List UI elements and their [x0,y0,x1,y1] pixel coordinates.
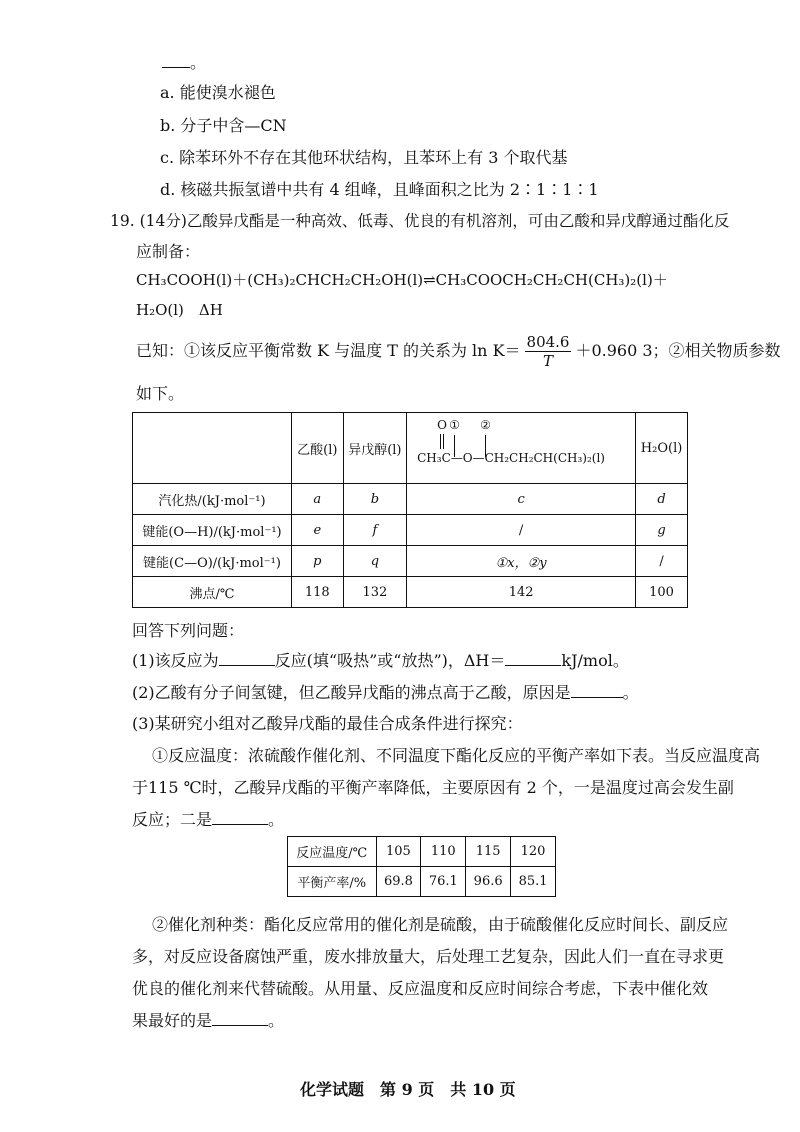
option-d: d. 核磁共振氢谱中共有 4 组峰，且峰面积之比为 2∶1∶1∶1 [160,180,599,199]
fill-blank [162,66,190,68]
table-cell: f [343,515,406,546]
table-cell: 118 [291,577,343,608]
row-label: 键能(O—H)/(kJ·mol⁻¹) [133,515,292,546]
table-cell: a [291,484,343,515]
table-cell: 100 [636,577,688,608]
part1-text-b: 。 [268,810,285,829]
sub2-text-b: 。 [622,683,639,702]
table-cell: 120 [511,837,556,867]
table-cell: 76.1 [421,867,466,897]
table-cell: / [407,515,636,546]
row-label: 反应温度/℃ [288,837,377,867]
table-row [288,837,556,867]
part2-line1: ②催化剂种类：酯化反应常用的催化剂是硫酸，由于硫酸催化反应时间长、副反应 [152,915,729,934]
col-header-ester [407,413,636,484]
table-cell: 105 [376,837,421,867]
table-cell: d [636,484,688,515]
known-conditions-cont: 如下。 [136,384,185,403]
table-cell: p [291,546,343,577]
row-label: 沸点/℃ [133,577,292,608]
table-row [133,546,688,577]
table-cell: 96.6 [466,867,511,897]
table-row [133,515,688,546]
option-b: b. 分子中含—CN [160,116,287,135]
ester-mark-1: ① [449,418,460,432]
fill-blank [212,823,268,825]
option-a: a. 能使溴水褪色 [160,83,276,102]
period-mark: 。 [190,53,207,72]
table-cell: c [407,484,636,515]
row-label: 平衡产率/% [288,867,377,897]
table-header-row [133,413,688,484]
table-cell: ①x，②y [407,546,636,577]
sub-question-1 [132,648,629,671]
table-cell: q [343,546,406,577]
question-19-header-cont: 应制备： [136,242,201,261]
part2-line4 [132,1008,284,1031]
part1-line1: ①反应温度：浓硫酸作催化剂、不同温度下酯化反应的平衡产率如下表。当反应温度高 [152,746,761,765]
page-footer: 化学试题 第 9 页 共 10 页 [300,1080,516,1099]
table-row [133,484,688,515]
part2-text-b: 。 [268,1011,285,1030]
parameters-table [132,412,688,608]
table-cell: 115 [466,837,511,867]
table-row [133,577,688,608]
known-suffix: ＋0.960 3；②相关物质参数 [575,341,781,360]
ester-mark-2: ② [480,418,491,432]
sub-question-3: (3)某研究小组对乙酸异戊酯的最佳合成条件进行探究： [132,714,523,733]
fraction-numerator: 804.6 [526,333,570,351]
table-cell: b [343,484,406,515]
part1-text-a: 反应；二是 [132,810,213,829]
sub-question-2 [132,680,639,703]
table-row [288,867,556,897]
fill-blank [505,664,561,666]
part2-line3: 优良的催化剂来代替硫酸。从用量、反应温度和反应时间综合考虑，下表中催化效 [132,979,709,998]
question-19-header: 19. (14分)乙酸异戊酯是一种高效、低毒、优良的有机溶剂，可由乙酸和异戊醇通过酯化反 [110,212,730,230]
table-cell: e [291,515,343,546]
reaction-equation: CH₃COOH(l)＋(CH₃)₂CHCH₂CH₂OH(l)⇌CH₃COOCH₂CH₂CH(CH₃)₂(l)＋ [136,271,668,289]
sub1-text-c: kJ/mol。 [561,651,629,670]
col-header-isoamyl-alcohol: 异戊醇(l) [343,413,406,484]
fraction-denominator: T [543,352,554,370]
part2-text-a: 果最好的是 [132,1011,213,1030]
table-cell: 110 [421,837,466,867]
col-header-water: H₂O(l) [636,413,688,484]
answer-blank-line [162,50,206,73]
sub1-text-b: 反应(填“吸热”或“放热”)，ΔH＝ [274,651,506,670]
known-prefix: 已知：①该反应平衡常数 K 与温度 T 的关系为 ln K＝ [136,341,521,360]
fill-blank [571,696,623,698]
answer-prompt: 回答下列问题： [132,621,245,640]
ester-formula: CH₃C—O—CH₂CH₂CH(CH₃)₂(l) [417,451,605,465]
table-cell: 69.8 [376,867,421,897]
reaction-equation-cont: H₂O(l) ΔH [136,301,223,319]
table-cell: 85.1 [511,867,556,897]
known-conditions [136,333,781,370]
table-cell: g [636,515,688,546]
ester-double-bond [440,434,444,449]
sub1-text-a: (1)该反应为 [132,651,219,670]
table-cell: 132 [343,577,406,608]
sub2-text-a: (2)乙酸有分子间氢键，但乙酸异戊酯的沸点高于乙酸，原因是 [132,683,571,702]
yield-table [287,836,556,897]
col-header-acetic-acid: 乙酸(l) [291,413,343,484]
fill-blank [219,664,275,666]
table-cell: 142 [407,577,636,608]
row-label: 汽化热/(kJ·mol⁻¹) [133,484,292,515]
fraction [525,333,572,370]
table-corner-cell [133,413,292,484]
part2-line2: 多，对反应设备腐蚀严重，废水排放量大，后处理工艺复杂，因此人们一直在寻求更 [132,947,725,966]
option-c: c. 除苯环外不存在其他环状结构，且苯环上有 3 个取代基 [160,148,568,167]
ester-carbonyl-o: O [437,418,447,432]
row-label: 键能(C—O)/(kJ·mol⁻¹) [133,546,292,577]
fill-blank [212,1024,268,1026]
table-cell: / [636,546,688,577]
part1-line2: 于115 ℃时，乙酸异戊酯的平衡产率降低，主要原因有 2 个，一是温度过高会发生副 [132,778,734,797]
part1-line3 [132,807,284,830]
